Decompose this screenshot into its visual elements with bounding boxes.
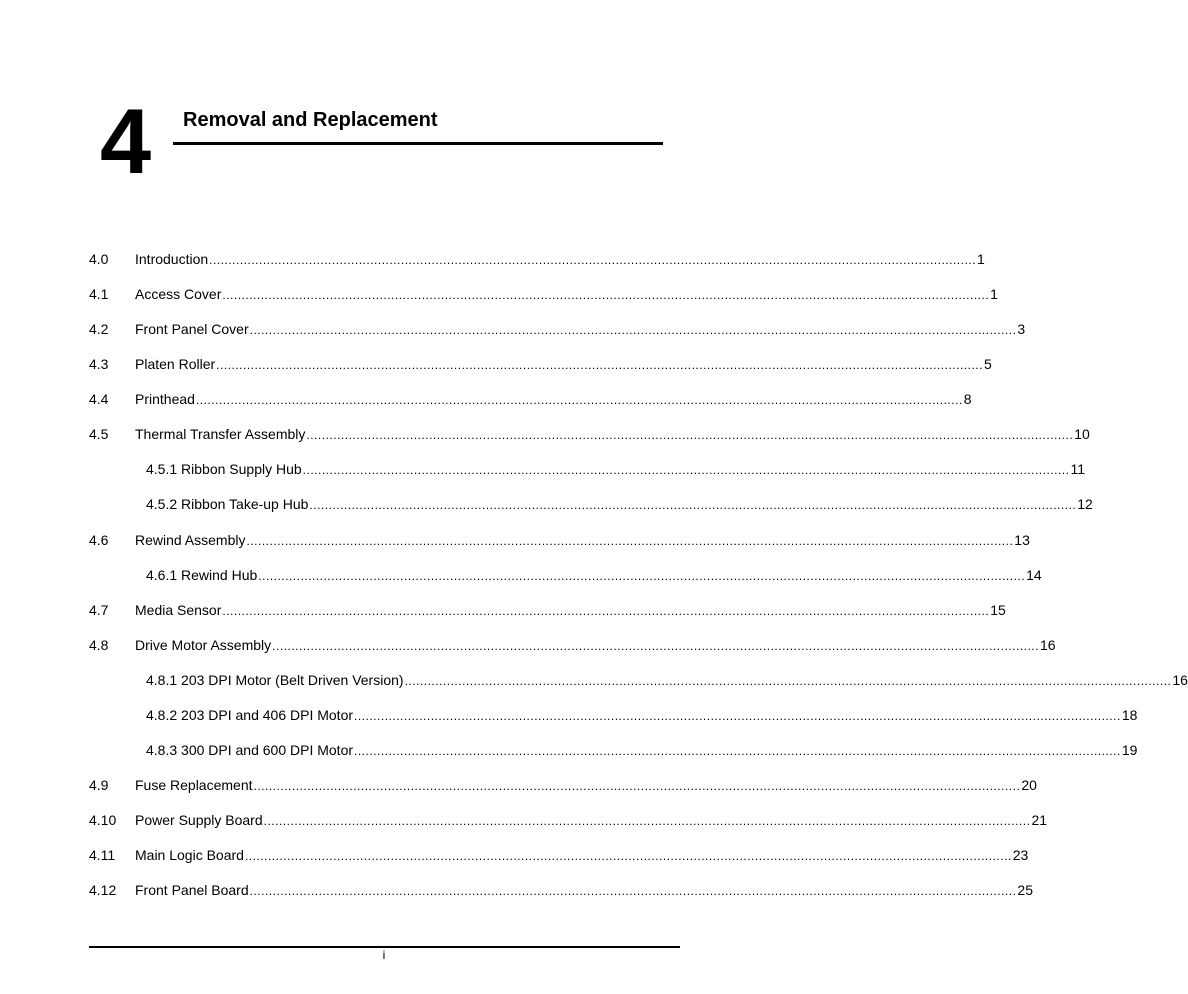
toc-dot-leader: ........................................................................................................................................................................................................	[258, 569, 1026, 583]
toc-dot-leader: ........................................................................................................................................................................................................	[222, 604, 990, 618]
toc-page-number: 3	[1017, 321, 1026, 337]
toc-entry[interactable]	[89, 284, 998, 304]
toc-section-number: 4.8	[89, 637, 109, 653]
toc-dot-leader: ........................................................................................................................................................................................................	[249, 323, 1017, 337]
toc-page-number: 13	[1014, 532, 1030, 548]
toc-subentry[interactable]	[89, 705, 1138, 725]
toc-section-number: 4.0	[89, 251, 109, 267]
toc-entry-label: Printhead	[135, 391, 195, 407]
toc-page-number: 12	[1077, 496, 1093, 512]
toc-entry-label: 4.8.1 203 DPI Motor (Belt Driven Version)	[146, 672, 404, 688]
toc-entry[interactable]	[89, 530, 1030, 550]
toc-page-number: 16	[1172, 672, 1188, 688]
toc-entry[interactable]	[89, 424, 1090, 444]
toc-entry[interactable]	[89, 635, 1056, 655]
toc-dot-leader: ........................................................................................................................................................................................................	[302, 463, 1070, 477]
toc-page-number: 14	[1026, 567, 1042, 583]
toc-entry-label: 4.8.2 203 DPI and 406 DPI Motor	[146, 707, 354, 723]
toc-page-number: 15	[990, 602, 1006, 618]
chapter-title: Removal and Replacement	[183, 109, 438, 131]
toc-entry-label: 4.6.1 Rewind Hub	[146, 567, 258, 583]
toc-entry-label: Drive Motor Assembly	[135, 637, 272, 653]
toc-entry-label: Front Panel Cover	[135, 321, 249, 337]
toc-dot-leader: ........................................................................................................................................................................................................	[354, 744, 1121, 758]
toc-entry[interactable]	[89, 810, 1048, 830]
toc-subentry[interactable]	[89, 740, 1138, 760]
toc-entry-label: Fuse Replacement	[135, 777, 253, 793]
toc-entry-label: Media Sensor	[135, 602, 222, 618]
toc-page-number: 5	[983, 356, 992, 372]
toc-entry-label: 4.5.2 Ribbon Take-up Hub	[146, 496, 309, 512]
toc-page-number: 10	[1074, 426, 1090, 442]
toc-page-number: 18	[1121, 707, 1138, 723]
title-rule	[173, 142, 663, 145]
toc-entry-label: 4.5.1 Ribbon Supply Hub	[146, 461, 302, 477]
toc-entry-label: Main Logic Board	[135, 847, 244, 863]
toc-entry-label: Power Supply Board	[135, 812, 263, 828]
toc-entry-label: 4.8.3 300 DPI and 600 DPI Motor	[146, 742, 354, 758]
toc-entry[interactable]	[89, 600, 1006, 620]
toc-section-number: 4.1	[89, 286, 109, 302]
toc-section-number: 4.10	[89, 812, 117, 828]
toc-page-number: 1	[976, 251, 985, 267]
toc-page-number: 23	[1012, 847, 1029, 863]
toc-dot-leader: ........................................................................................................................................................................................................	[253, 779, 1021, 793]
toc-entry-label: Access Cover	[135, 286, 222, 302]
toc-entry[interactable]	[89, 389, 972, 409]
toc-subentry[interactable]	[89, 670, 1188, 690]
toc-entry[interactable]	[89, 249, 985, 269]
toc-section-number: 4.3	[89, 356, 109, 372]
toc-entry[interactable]	[89, 880, 1033, 900]
toc-section-number: 4.9	[89, 777, 109, 793]
toc-section-number: 4.11	[89, 847, 116, 863]
toc-page-number: 25	[1017, 882, 1033, 898]
toc-dot-leader: ........................................................................................................................................................................................................	[272, 639, 1039, 653]
toc-dot-leader: ........................................................................................................................................................................................................	[209, 253, 976, 267]
toc-dot-leader: ........................................................................................................................................................................................................	[263, 814, 1031, 828]
toc-page-number: 1	[990, 286, 998, 302]
toc-dot-leader: ........................................................................................................................................................................................................	[306, 428, 1074, 442]
toc-page-number: 20	[1021, 777, 1037, 793]
toc-dot-leader: ........................................................................................................................................................................................................	[246, 534, 1014, 548]
toc-section-number: 4.5	[89, 426, 109, 442]
toc-dot-leader: ........................................................................................................................................................................................................	[222, 288, 990, 302]
toc-dot-leader: ........................................................................................................................................................................................................	[309, 498, 1077, 512]
toc-entry[interactable]	[89, 319, 1026, 339]
toc-entry[interactable]	[89, 354, 992, 374]
footer-page-number: i	[382, 948, 386, 962]
toc-section-number: 4.12	[89, 882, 117, 898]
toc-entry-label: Introduction	[135, 251, 209, 267]
toc-entry-label: Rewind Assembly	[135, 532, 246, 548]
toc-entry-label: Thermal Transfer Assembly	[135, 426, 306, 442]
toc-dot-leader: ........................................................................................................................................................................................................	[404, 674, 1172, 688]
toc-page-number: 8	[963, 391, 972, 407]
toc-section-number: 4.4	[89, 391, 109, 407]
toc-dot-leader: ........................................................................................................................................................................................................	[354, 709, 1121, 723]
toc-dot-leader: ........................................................................................................................................................................................................	[216, 358, 983, 372]
toc-page-number: 16	[1039, 637, 1056, 653]
toc-subentry[interactable]	[89, 494, 1093, 514]
chapter-number: 4	[100, 91, 150, 193]
toc-section-number: 4.2	[89, 321, 109, 337]
toc-subentry[interactable]	[89, 565, 1042, 585]
toc-dot-leader: ........................................................................................................................................................................................................	[244, 849, 1012, 863]
toc-entry-label: Platen Roller	[135, 356, 216, 372]
toc-entry[interactable]	[89, 775, 1037, 795]
toc-entry[interactable]	[89, 845, 1029, 865]
toc-page-number: 19	[1121, 742, 1138, 758]
toc-section-number: 4.7	[89, 602, 109, 618]
toc-page-number: 11	[1070, 461, 1086, 477]
toc-subentry[interactable]	[89, 459, 1086, 479]
toc-dot-leader: ........................................................................................................................................................................................................	[249, 884, 1017, 898]
toc-dot-leader: ........................................................................................................................................................................................................	[195, 393, 963, 407]
toc-section-number: 4.6	[89, 532, 109, 548]
toc-page-number: 21	[1031, 812, 1048, 828]
toc-entry-label: Front Panel Board	[135, 882, 249, 898]
